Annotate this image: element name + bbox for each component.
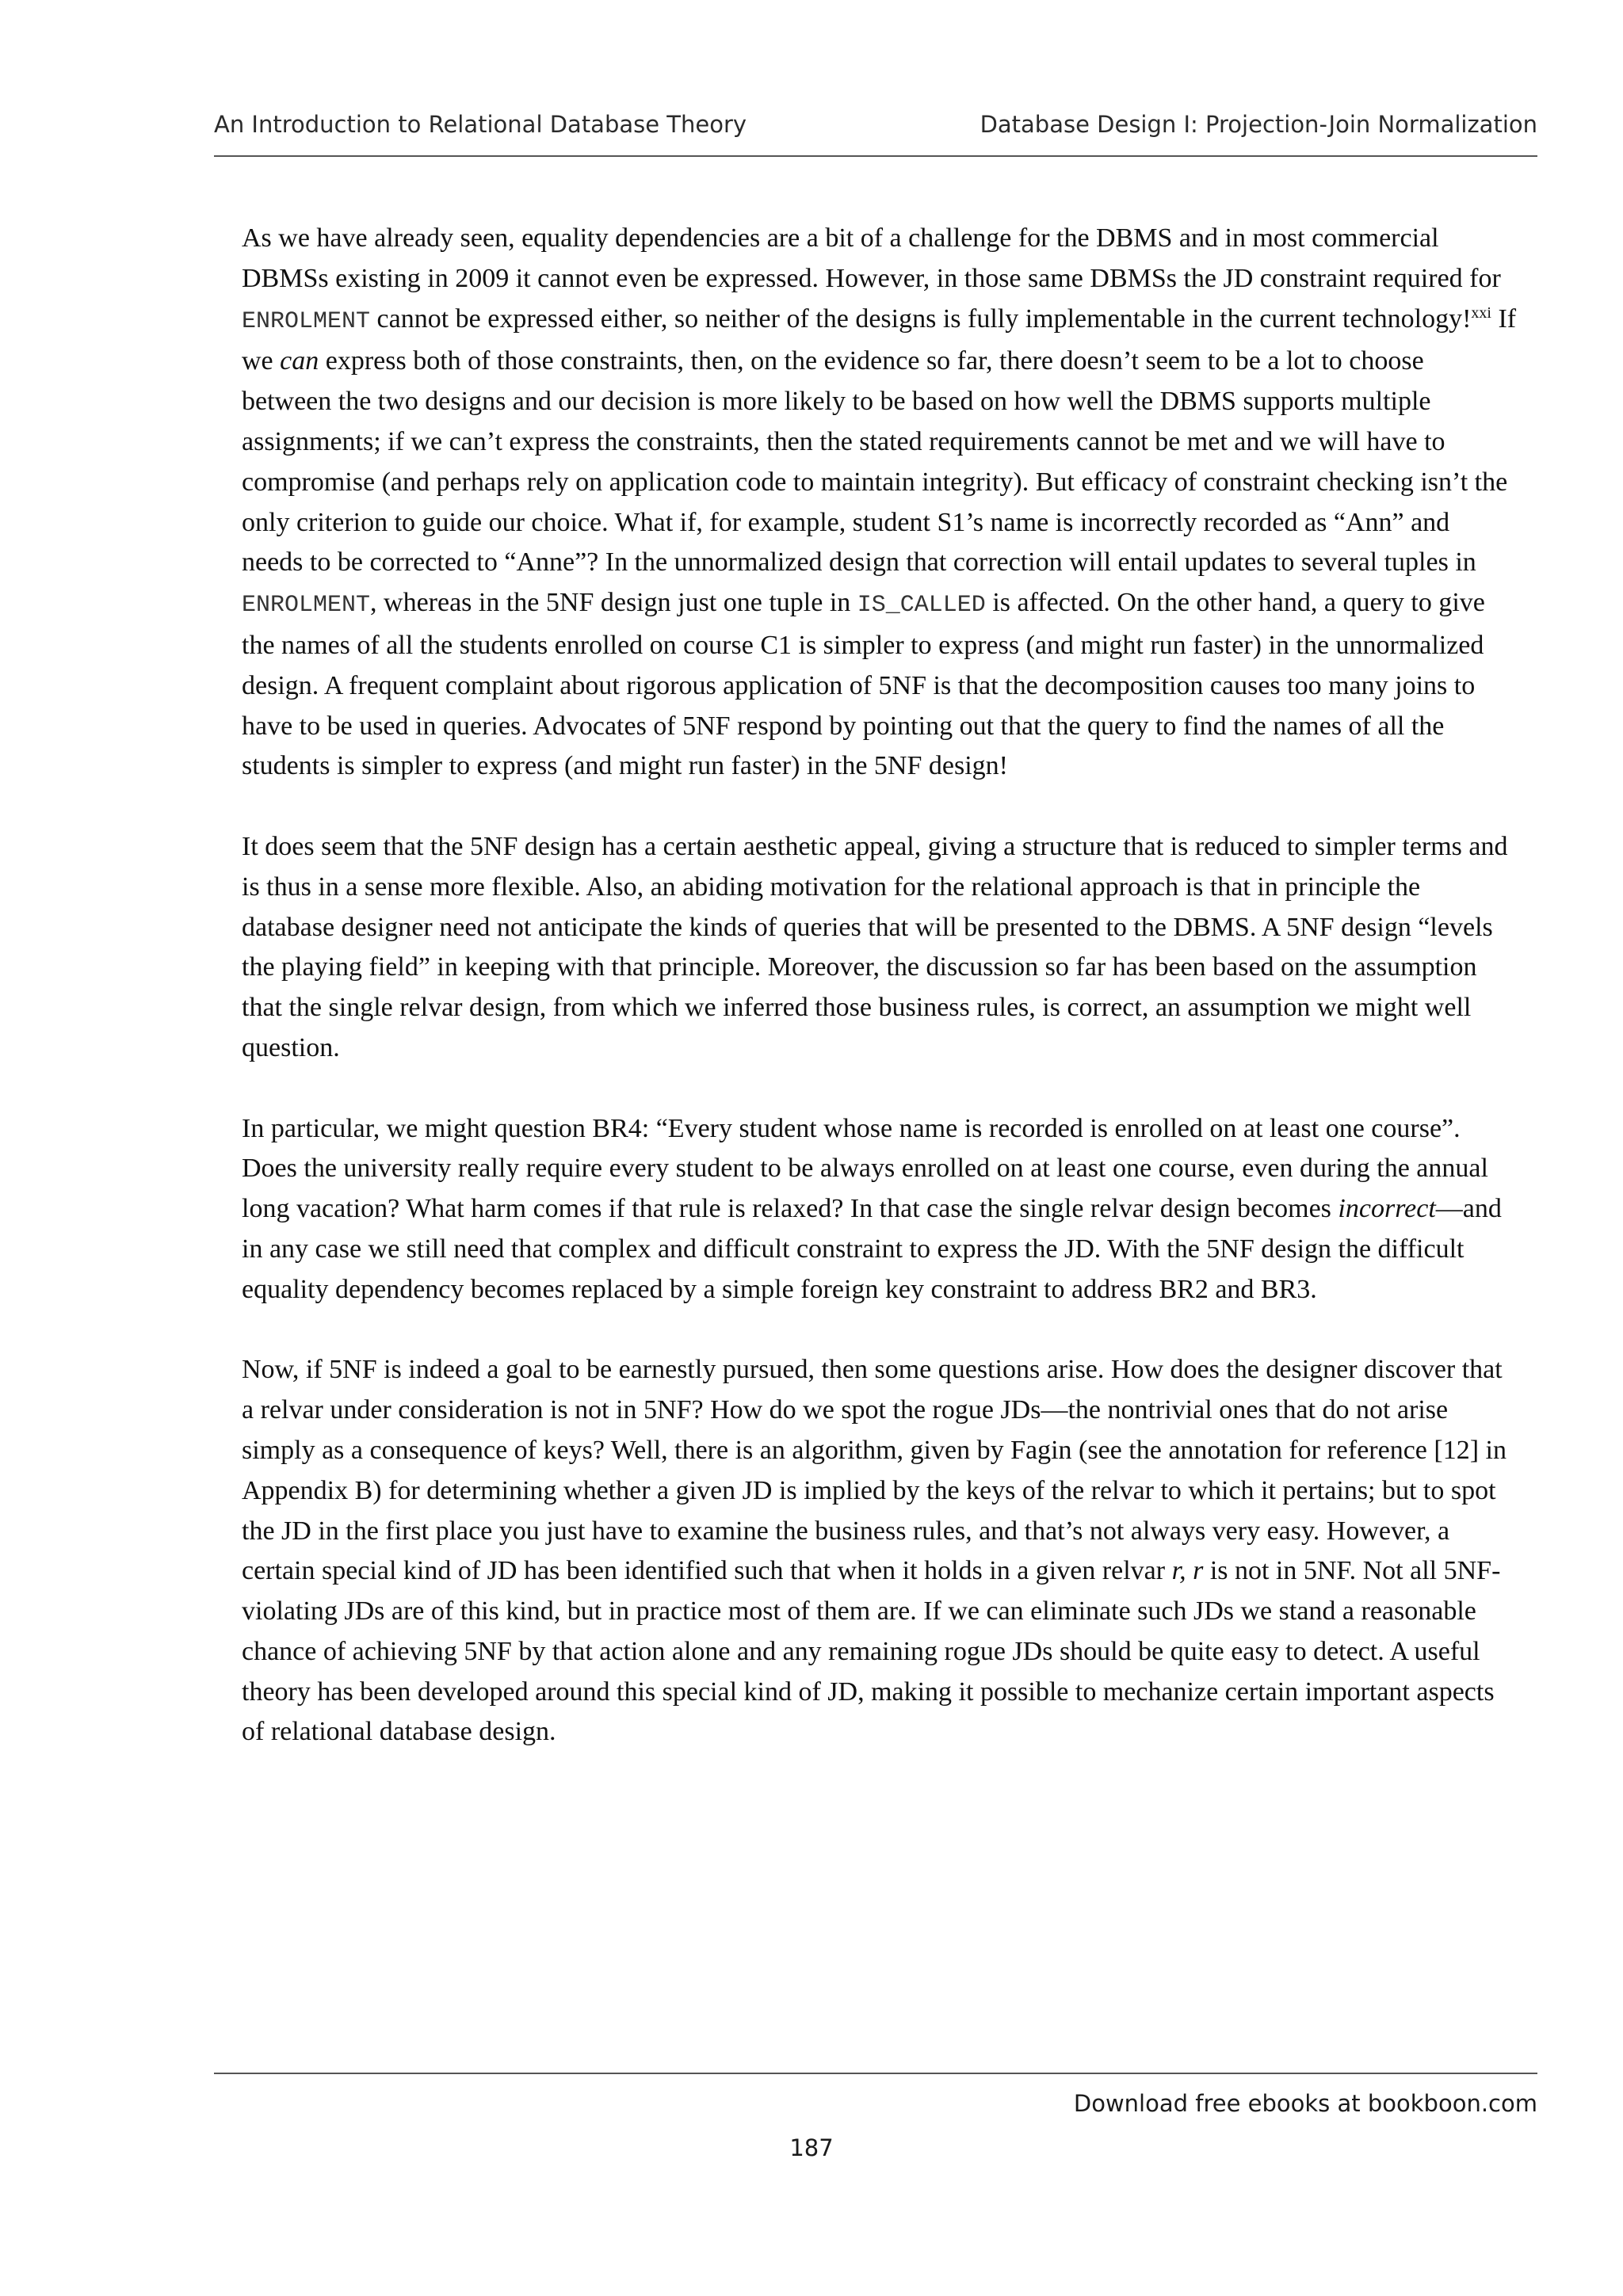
text-run: In particular, we might question BR4: “Every student whose name is recorded is enrolled on at least one course”. Does the university really require every student to be always enrolled on at least one course, even during the annual long vacation? What harm comes if that rule is relaxed? In that case the single relvar design becomes (242, 1113, 1488, 1224)
body-text (242, 219, 1518, 1753)
bookboon-link[interactable]: Download free ebooks at bookboon.com (1073, 2090, 1537, 2117)
text-run: is not in 5NF. Not all 5NF-violating JDs are of this kind, but in practice most of them are. If we can eliminate such JDs we stand a reasonable chance of achieving 5NF by that action alone and any remaining rogue JDs should be quite easy to detect. A useful theory has been developed around this special kind of JD, making it possible to mechanize certain important aspects of relational database design. (242, 1556, 1501, 1747)
emphasis-r: r, r (1171, 1556, 1204, 1586)
code-is-called: IS_CALLED (857, 592, 986, 620)
chapter-title: Database Design I: Projection-Join Normalization (980, 111, 1537, 138)
text-run: Now, if 5NF is indeed a goal to be earnestly pursued, then some questions arise. How does the designer discover that a relvar under consideration is not in 5NF? How do we spot the rogue JDs—the nontrivial ones that do not arise simply as a consequence of keys? Well, there is an algorithm, given by Fagin (see the annotation for reference [12] in Appendix B) for determining whether a given JD is implied by the keys of the relvar to which it pertains; but to spot the JD in the first place you just have to examine the business rules, and that’s not always very easy. However, a certain special kind of JD has been identified such that when it holds in a given relvar (242, 1355, 1507, 1586)
text-run: cannot be expressed either, so neither of the designs is fully implementable in the current technology! (370, 303, 1472, 334)
footnote-marker[interactable]: xxi (1471, 303, 1491, 322)
text-run: express both of those constraints, then, on the evidence so far, there doesn’t seem to be a lot to choose between the two designs and our decision is more likely to be based on how well the DBMS supports multiple assignments; if we can’t express the constraints, then the stated requirements cannot be met and we will have to compromise (and perhaps rely on application code to maintain integrity). But efficacy of constraint checking isn’t the only criterion to guide our choice. What if, for example, student S1’s name is incorrectly recorded as “Ann” and needs to be corrected to “Anne”? In the unnormalized design that correction will entail updates to several tuples in (242, 346, 1508, 578)
text-run: is affected. On the other hand, a query to give the names of all the students enrolled on course C1 is simpler to express (and might run faster) in the unnormalized design. A frequent complaint about rigorous application of 5NF is that the decomposition causes too many joins to have to be used in queries. Advocates of 5NF respond by pointing out that the query to find the names of all the students is simpler to express (and might run faster) in the 5NF design! (242, 588, 1485, 781)
page-footer (214, 2073, 1537, 2117)
text-run: As we have already seen, equality dependencies are a bit of a challenge for the DBMS and in most commercial DBMSs existing in 2009 it cannot even be expressed. However, in those same DBMSs the JD constraint required for (242, 223, 1501, 293)
page-number: 187 (789, 2134, 834, 2161)
paragraph-3 (242, 1109, 1518, 1310)
paragraph-4 (242, 1350, 1518, 1753)
emphasis-can: can (280, 346, 319, 376)
text-run: —and in any case we still need that complex and difficult constraint to express the JD. With the 5NF design the difficult equality dependency becomes replaced by a simple foreign key constraint to address BR2 and BR3. (242, 1194, 1502, 1304)
code-enrolment: ENROLMENT (242, 307, 371, 335)
code-enrolment: ENROLMENT (242, 592, 371, 620)
emphasis-incorrect: incorrect (1338, 1194, 1436, 1224)
book-title: An Introduction to Relational Database Theory (214, 111, 747, 138)
paragraph-1 (242, 219, 1518, 787)
page-header (214, 111, 1537, 157)
text-run: If we (242, 303, 1517, 376)
paragraph-2: It does seem that the 5NF design has a certain aesthetic appeal, giving a structure that is reduced to simpler terms and is thus in a sense more flexible. Also, an abiding motivation for the relational approach is that in principle the database designer need not anticipate the kinds of queries that will be presented to the DBMS. A 5NF design “levels the playing field” in keeping with that principle. Moreover, the discussion so far has been based on the assumption that the single relvar design, from which we inferred those business rules, is correct, an assumption we might well question. (242, 831, 1508, 1062)
text-run: , whereas in the 5NF design just one tuple in (370, 588, 857, 618)
